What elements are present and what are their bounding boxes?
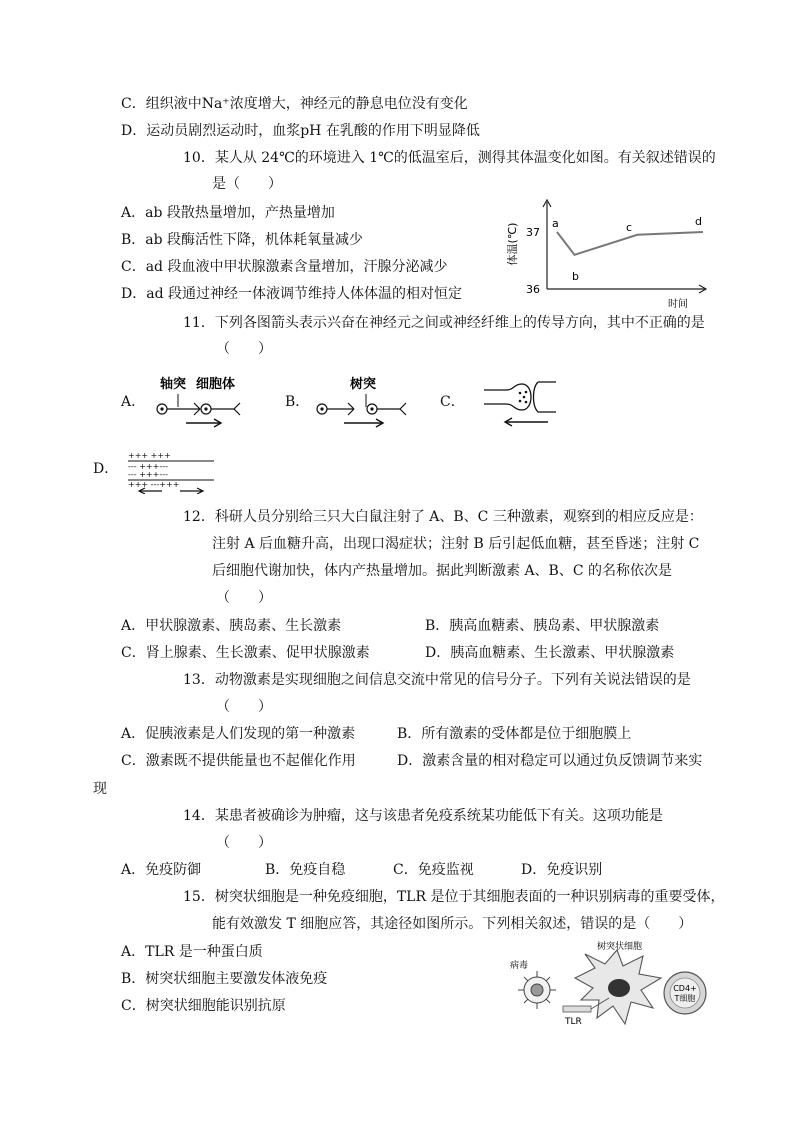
temperature-curve (557, 232, 703, 255)
q11-option-b-label: B． (285, 394, 310, 410)
q11-diagram-c (482, 380, 557, 430)
q10-option-a: A．ab 段散热量增加，产热量增加 (121, 205, 335, 221)
q11-stem: 11．下列各图箭头表示兴奋在神经元之间或神经纤维上的传导方向，其中不正确的是 (183, 315, 705, 331)
q11-diagram-b (310, 374, 420, 429)
q11-option-c-label: C． (440, 394, 465, 410)
q14-stem: 14．某患者被确诊为肿瘤，这与该患者免疫系统某功能低下有关。这项功能是 (183, 808, 663, 824)
q14-option-c: C．免疫监视 (393, 862, 474, 878)
q14-option-a: A．免疫防御 (121, 862, 202, 878)
q11-option-a-label: A． (121, 394, 146, 410)
q11-stem-cont: （ ） (216, 341, 272, 357)
q10-stem: 10．某人从 24℃的环境进入 1℃的低温室后，测得其体温变化如图。有关叙述错误的 (183, 150, 716, 166)
q10-option-b: B．ab 段酶活性下降，机体耗氧量减少 (121, 232, 364, 248)
q15-option-c: C．树突状细胞能识别抗原 (121, 998, 286, 1014)
q13-option-a: A．促胰液素是人们发现的第一种激素 (121, 726, 356, 742)
q13-option-d-cont: 现 (93, 781, 107, 797)
membrane-charge-row-4: +++ ---+++ (128, 480, 180, 489)
x-axis-label: 时间 (668, 299, 688, 310)
q12-option-c: C．肾上腺素、生长激素、促甲状腺激素 (121, 645, 370, 661)
point-label-d: d (695, 215, 702, 228)
q13-option-b: B．所有激素的受体都是位于细胞膜上 (397, 726, 632, 742)
q14-option-d: D．免疫识别 (521, 862, 603, 878)
q15-stem: 15．树突状细胞是一种免疫细胞，TLR 是位于其细胞表面的一种识别病毒的重要受体， (183, 889, 725, 905)
y-tick-36: 36 (526, 283, 540, 296)
q13-option-c: C．激素既不提供能量也不起催化作用 (121, 753, 356, 769)
q12-stem-line4: （ ） (216, 590, 272, 606)
axon-label: 轴突 (160, 377, 187, 392)
q11-diagram-d (126, 450, 226, 494)
temperature-chart (500, 196, 710, 311)
dendritic-cell-title: 树突状细胞 (597, 942, 643, 952)
q13-stem-cont: （ ） (216, 699, 272, 715)
membrane-charge-row-2: --- +++--- (128, 462, 168, 471)
q11-option-d-label: D． (93, 461, 119, 477)
tlr-receptor (563, 1006, 591, 1012)
q14-option-b: B．免疫自稳 (265, 862, 346, 878)
q12-option-b: B．胰高血糖素、胰岛素、甲状腺激素 (425, 618, 660, 634)
cell-body-label: 细胞体 (196, 377, 236, 392)
q12-stem-line3: 后细胞代谢加快，体内产热量增加。据此判断激素 A、B、C 的名称依次是 (212, 563, 673, 579)
virus-label: 病毒 (510, 961, 529, 971)
q10-option-c: C．ad 段血液中甲状腺激素含量增加，汗腺分泌减少 (121, 259, 448, 275)
q12-option-d: D．胰高血糖素、生长激素、甲状腺激素 (425, 645, 675, 661)
q15-option-a: A．TLR 是一种蛋白质 (121, 944, 263, 960)
q10-stem-cont: 是（ ） (212, 176, 282, 192)
y-tick-37: 37 (526, 226, 540, 239)
q15-stem-cont: 能有效激发 T 细胞应答，其途径如图所示。下列相关叙述，错误的是（ ） (212, 916, 693, 932)
tcell-label-2: T细胞 (674, 994, 696, 1003)
q9-option-d: D．运动员剧烈运动时，血浆pH 在乳酸的作用下明显降低 (121, 123, 480, 139)
membrane-charge-row-3: --- +++--- (128, 470, 168, 479)
q13-option-d: D．激素含量的相对稳定可以通过负反馈调节来实 (397, 753, 703, 769)
q14-stem-cont: （ ） (216, 835, 272, 851)
q12-stem: 12．科研人员分别给三只大白鼠注射了 A、B、C 三种激素，观察到的相应反应是： (183, 509, 703, 525)
point-label-b: b (572, 270, 579, 283)
q12-option-a: A．甲状腺激素、胰岛素、生长激素 (121, 618, 342, 634)
q12-stem-line2: 注射 A 后血糖升高，出现口渴症状；注射 B 后引起低血糖，甚至昏迷；注射 C (212, 536, 700, 552)
q10-option-d: D．ad 段通过神经一体液调节维持人体体温的相对恒定 (121, 286, 462, 302)
point-label-c: c (626, 221, 633, 234)
membrane-charge-row-1: +++ +++ (128, 451, 171, 460)
q15-option-b: B．树突状细胞主要激发体液免疫 (121, 971, 328, 987)
point-label-a: a (552, 217, 559, 230)
dendritic-cell-diagram (505, 938, 710, 1036)
y-axis-label: 体温(℃) (506, 222, 519, 266)
q9-option-c: C．组织液中Na⁺浓度增大，神经元的静息电位没有变化 (121, 96, 468, 112)
dendrite-label: 树突 (350, 377, 377, 392)
tcell-label-1: CD4+ (673, 984, 697, 993)
q11-diagram-a (150, 374, 260, 429)
tlr-label: TLR (565, 1017, 582, 1027)
q13-stem: 13．动物激素是实现细胞之间信息交流中常见的信号分子。下列有关说法错误的是 (183, 672, 691, 688)
virus-particle (518, 971, 556, 1009)
